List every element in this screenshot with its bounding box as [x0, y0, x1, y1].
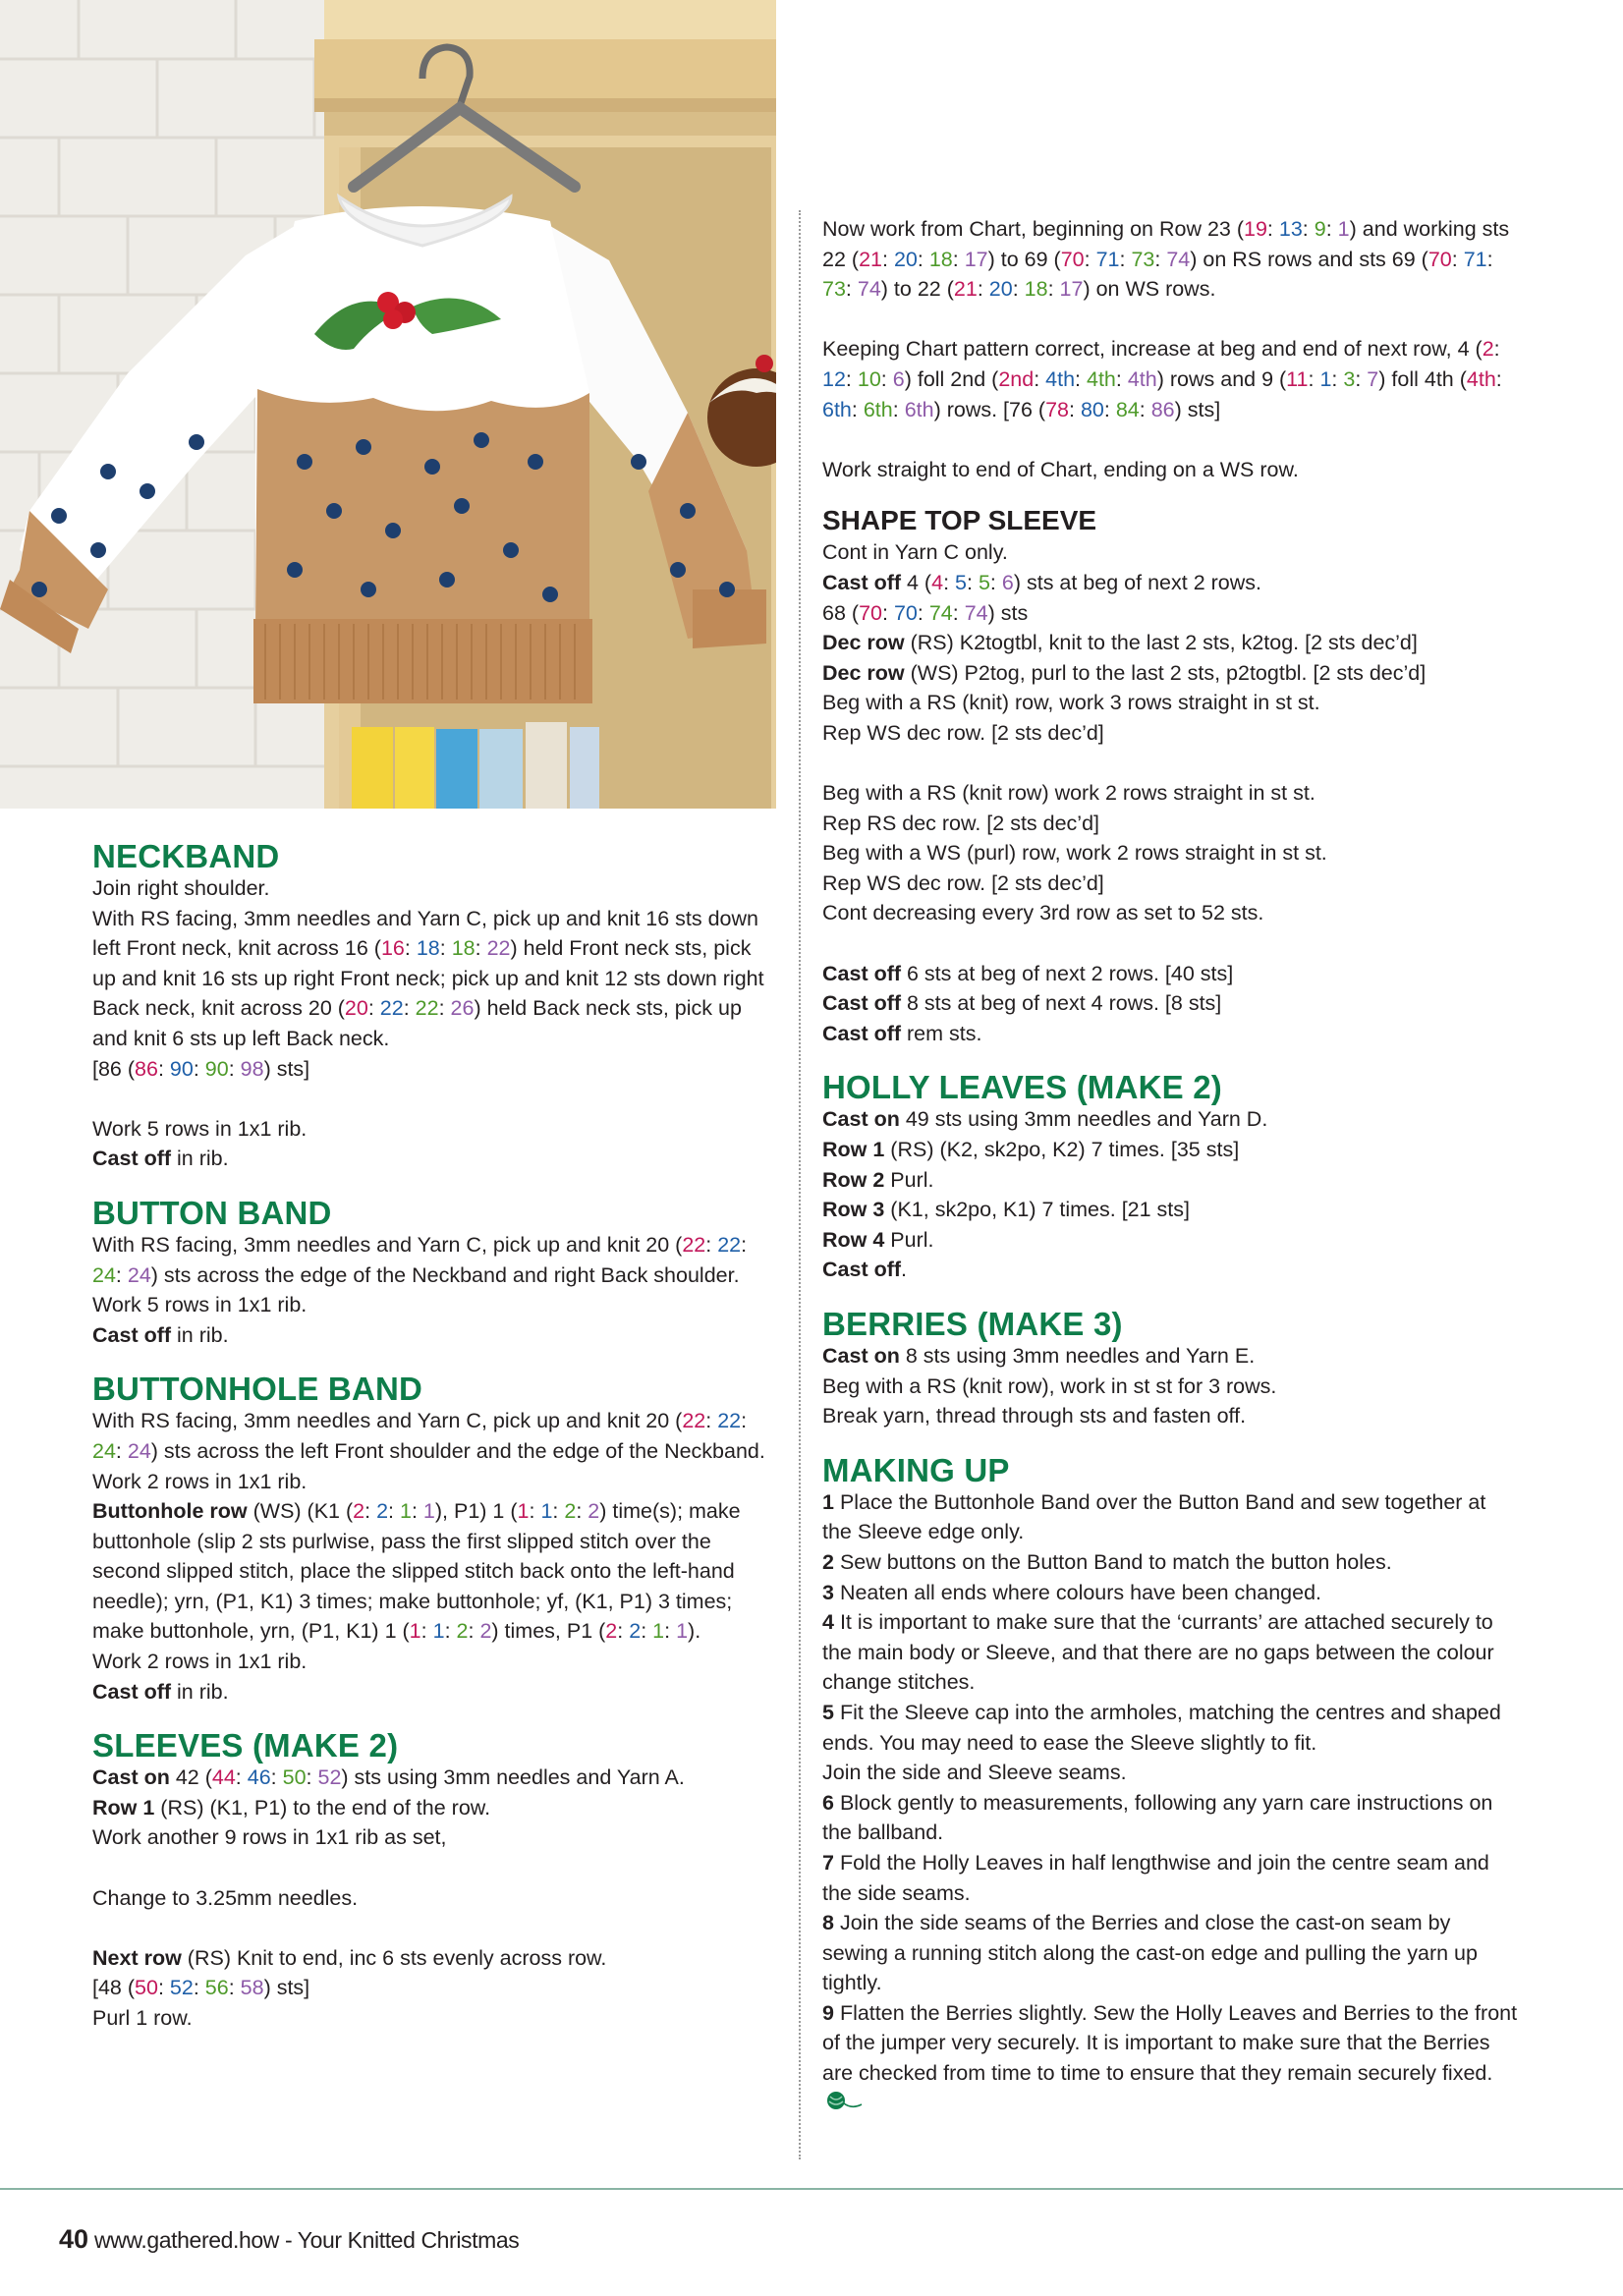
chart-step-2: Keeping Chart pattern correct, increase at beg and end of next row, 4 (2: 12: 10: 6) foll 2nd (2nd: 4th: 4th: 4th) rows and 9 (11: 1: 3: 7) foll 4th (4th: 6th: 6th: 6th) rows. [76 (78: 80: 84: 86) sts]: [822, 337, 1502, 421]
left-column: [92, 837, 776, 2034]
making-up-step-8: 8 Join the side seams of the Berries and close the cast-on seam by sewing a running stitch along the cast-on edge and pulling the yarn up tightly.: [822, 1911, 1478, 1995]
holly-row-4: Row 4 Purl.: [822, 1227, 934, 1252]
shape-step-l1: Beg with a RS (knit) row, work 3 rows straight in st st.: [822, 691, 1320, 715]
making-up-step-1: 1 Place the Buttonhole Band over the Button Band and sew together at the Sleeve edge only.: [822, 1489, 1486, 1544]
shape-step-l7: Cont decreasing every 3rd row as set to 52 sts.: [822, 901, 1264, 925]
chart-step-3: Work straight to end of Chart, ending on a WS row.: [822, 457, 1299, 481]
neckband-heading: NECKBAND: [92, 838, 280, 874]
shape-dec-row-ws: Dec row (WS) P2tog, purl to the last 2 sts, p2togtbl. [2 sts dec’d]: [822, 660, 1427, 685]
chart-step-1: Now work from Chart, beginning on Row 23 (19: 13: 9: 1) and working sts 22 (21: 20: 18: 17) to 69 (70: 71: 73: 74) on RS rows and sts 69 (70: 71: 73: 74) to 22 (21: 20: 18: 17) on WS rows.: [822, 217, 1510, 302]
shape-step-l6: Rep WS dec row. [2 sts dec’d]: [822, 870, 1104, 895]
making-up-step-9: 9 Flatten the Berries slightly. Sew the Holly Leaves and Berries to the front of the jumper very securely. It is important to make sure that the Berries are checked from time to time to ensure that they remain securely fixed.: [822, 1998, 1520, 2119]
buttonhole-row: Buttonhole row (WS) (K1 (2: 2: 1: 1), P1) 1 (1: 1: 2: 2) time(s); make buttonhole (slip 2 sts purlwise, pass the first slipped stitch over the second slipped stitch, place the slipped stitch back onto the left-hand needle); yrn, (P1, K1) 3 times; make buttonhole; yf, (K1, P1) 3 times; make buttonhole, yrn, (P1, K1) 1 (1: 1: 2: 2) times, P1 (2: 2: 1: 1).: [92, 1499, 741, 1644]
shape-end-1: Cast off 6 sts at beg of next 2 rows. [40 sts]: [822, 961, 1234, 985]
making-up-step-3: 3 Neaten all ends where colours have been changed.: [822, 1580, 1322, 1604]
button-band-step-1: With RS facing, 3mm needles and Yarn C, pick up and knit 20 (22: 22: 24: 24) sts across the edge of the Neckband and right Back shoulder.: [92, 1232, 748, 1287]
shape-step-1: Cont in Yarn C only.: [822, 540, 1008, 565]
holly-row-1: Row 1 (RS) (K2, sk2po, K2) 7 times. [35 sts]: [822, 1138, 1240, 1162]
shape-step-l4: Rep RS dec row. [2 sts dec’d]: [822, 811, 1100, 835]
sweater-photo: [0, 0, 776, 809]
making-up-step-7: 7 Fold the Holly Leaves in half lengthwise and join the centre seam and the side seams.: [822, 1850, 1489, 1905]
footer-rule: [0, 2188, 1623, 2190]
sleeves-step-6: Purl 1 row.: [92, 2006, 193, 2030]
sweater-photo-illustration: [0, 0, 776, 809]
neckband-cast-off: Cast off in rib.: [92, 1147, 229, 1171]
sleeves-next-row: Next row (RS) Knit to end, inc 6 sts evenly across row.: [92, 1945, 607, 1970]
buttonhole-step-1: With RS facing, 3mm needles and Yarn C, pick up and knit 20 (22: 22: 24: 24) sts across the left Front shoulder and the edge of the Neckband.: [92, 1409, 765, 1463]
making-up-section: [822, 1451, 1520, 2120]
making-up-heading: MAKING UP: [822, 1451, 1010, 1488]
berries-cast-on: Cast on 8 sts using 3mm needles and Yarn E.: [822, 1344, 1256, 1368]
neckband-step-3: Work 5 rows in 1x1 rib.: [92, 1116, 308, 1141]
buttonhole-cast-off: Cast off in rib.: [92, 1679, 229, 1704]
sleeves-step-4: Change to 3.25mm needles.: [92, 1885, 359, 1910]
holly-cast-on: Cast on 49 sts using 3mm needles and Yarn D.: [822, 1107, 1268, 1132]
chart-section: [822, 214, 1520, 484]
holly-row-3: Row 3 (K1, sk2po, K1) 7 times. [21 sts]: [822, 1198, 1191, 1222]
neckband-step-2: With RS facing, 3mm needles and Yarn C, pick up and knit 16 sts down left Front neck, knit across 16 (16: 18: 18: 22) held Front neck sts, pick up and knit 16 sts up right Front neck; pick up and knit 12 sts down right Back neck, knit across 20 (20: 22: 22: 26) held Back neck sts, pick up and knit 6 sts up left Back neck.: [92, 906, 764, 1050]
button-band-cast-off: Cast off in rib.: [92, 1322, 229, 1347]
sleeves-step-3: Work another 9 rows in 1x1 rib as set,: [92, 1825, 447, 1850]
neckband-stitch-count: [86 (86: 90: 90: 98) sts]: [92, 1056, 310, 1081]
shape-top-sleeve-heading: SHAPE TOP SLEEVE: [822, 505, 1097, 536]
holly-row-2: Row 2 Purl.: [822, 1167, 934, 1192]
button-band-heading: BUTTON BAND: [92, 1194, 332, 1231]
shape-end-3: Cast off rem sts.: [822, 1021, 982, 1045]
making-up-step-5: 5 Fit the Sleeve cap into the armholes, matching the centres and shaped ends. You may need to ease the Sleeve slightly to fit.: [822, 1700, 1501, 1755]
right-column: [822, 214, 1520, 2119]
sleeves-cast-on: Cast on 42 (44: 46: 50: 52) sts using 3mm needles and Yarn A.: [92, 1765, 685, 1790]
buttonhole-step-4: Work 2 rows in 1x1 rib.: [92, 1650, 308, 1674]
page-footer: [59, 2224, 519, 2255]
making-up-step-2: 2 Sew buttons on the Button Band to match the button holes.: [822, 1549, 1392, 1574]
shape-dec-row-rs: Dec row (RS) K2togtbl, knit to the last 2 sts, k2tog. [2 sts dec’d]: [822, 631, 1418, 655]
sleeves-section: [92, 1726, 776, 2033]
sleeves-heading: SLEEVES (MAKE 2): [92, 1727, 399, 1764]
shape-top-sleeve-section: [822, 504, 1520, 1048]
sleeves-stitch-count: [48 (50: 52: 56: 58) sts]: [92, 1976, 310, 2000]
berries-step-3: Break yarn, thread through sts and fasten off.: [822, 1404, 1247, 1428]
shape-step-l2: Rep WS dec row. [2 sts dec’d]: [822, 720, 1104, 745]
buttonhole-step-2: Work 2 rows in 1x1 rib.: [92, 1469, 308, 1493]
page-number: 40: [59, 2224, 89, 2254]
berries-heading: BERRIES (MAKE 3): [822, 1306, 1123, 1342]
neckband-step-1: Join right shoulder.: [92, 876, 270, 900]
shape-end-2: Cast off 8 sts at beg of next 4 rows. [8 sts]: [822, 991, 1222, 1016]
sleeves-row-1: Row 1 (RS) (K1, P1) to the end of the row.: [92, 1795, 491, 1820]
making-up-step-6: 6 Block gently to measurements, following any yarn care instructions on the ballband.: [822, 1790, 1493, 1845]
berries-section: [822, 1305, 1520, 1431]
shape-cast-off: Cast off 4 (4: 5: 5: 6) sts at beg of next 2 rows.: [822, 570, 1261, 594]
yarn-ball-end-icon: [826, 2090, 864, 2120]
shape-step-l5: Beg with a WS (purl) row, work 2 rows straight in st st.: [822, 841, 1327, 866]
buttonhole-band-section: [92, 1370, 776, 1707]
column-divider: [799, 210, 801, 2159]
holly-cast-off: Cast off.: [822, 1258, 908, 1282]
button-band-section: [92, 1194, 776, 1350]
holly-leaves-section: [822, 1068, 1520, 1285]
buttonhole-band-heading: BUTTONHOLE BAND: [92, 1371, 423, 1408]
neckband-section: [92, 837, 776, 1174]
shape-step-l3: Beg with a RS (knit row) work 2 rows straight in st st.: [822, 781, 1315, 806]
holly-leaves-heading: HOLLY LEAVES (MAKE 2): [822, 1069, 1222, 1106]
making-up-step-5b: Join the side and Sleeve seams.: [822, 1761, 1127, 1785]
berries-step-2: Beg with a RS (knit row), work in st st for 3 rows.: [822, 1373, 1277, 1398]
button-band-step-2: Work 5 rows in 1x1 rib.: [92, 1293, 308, 1317]
shape-stitch-count: 68 (70: 70: 74: 74) sts: [822, 600, 1029, 625]
making-up-step-4: 4 It is important to make sure that the ‘currants’ are attached securely to the main body or Sleeve, and that there are no gaps between the colour change stitches.: [822, 1610, 1494, 1695]
footer-text: www.gathered.how - Your Knitted Christmas: [94, 2227, 520, 2253]
